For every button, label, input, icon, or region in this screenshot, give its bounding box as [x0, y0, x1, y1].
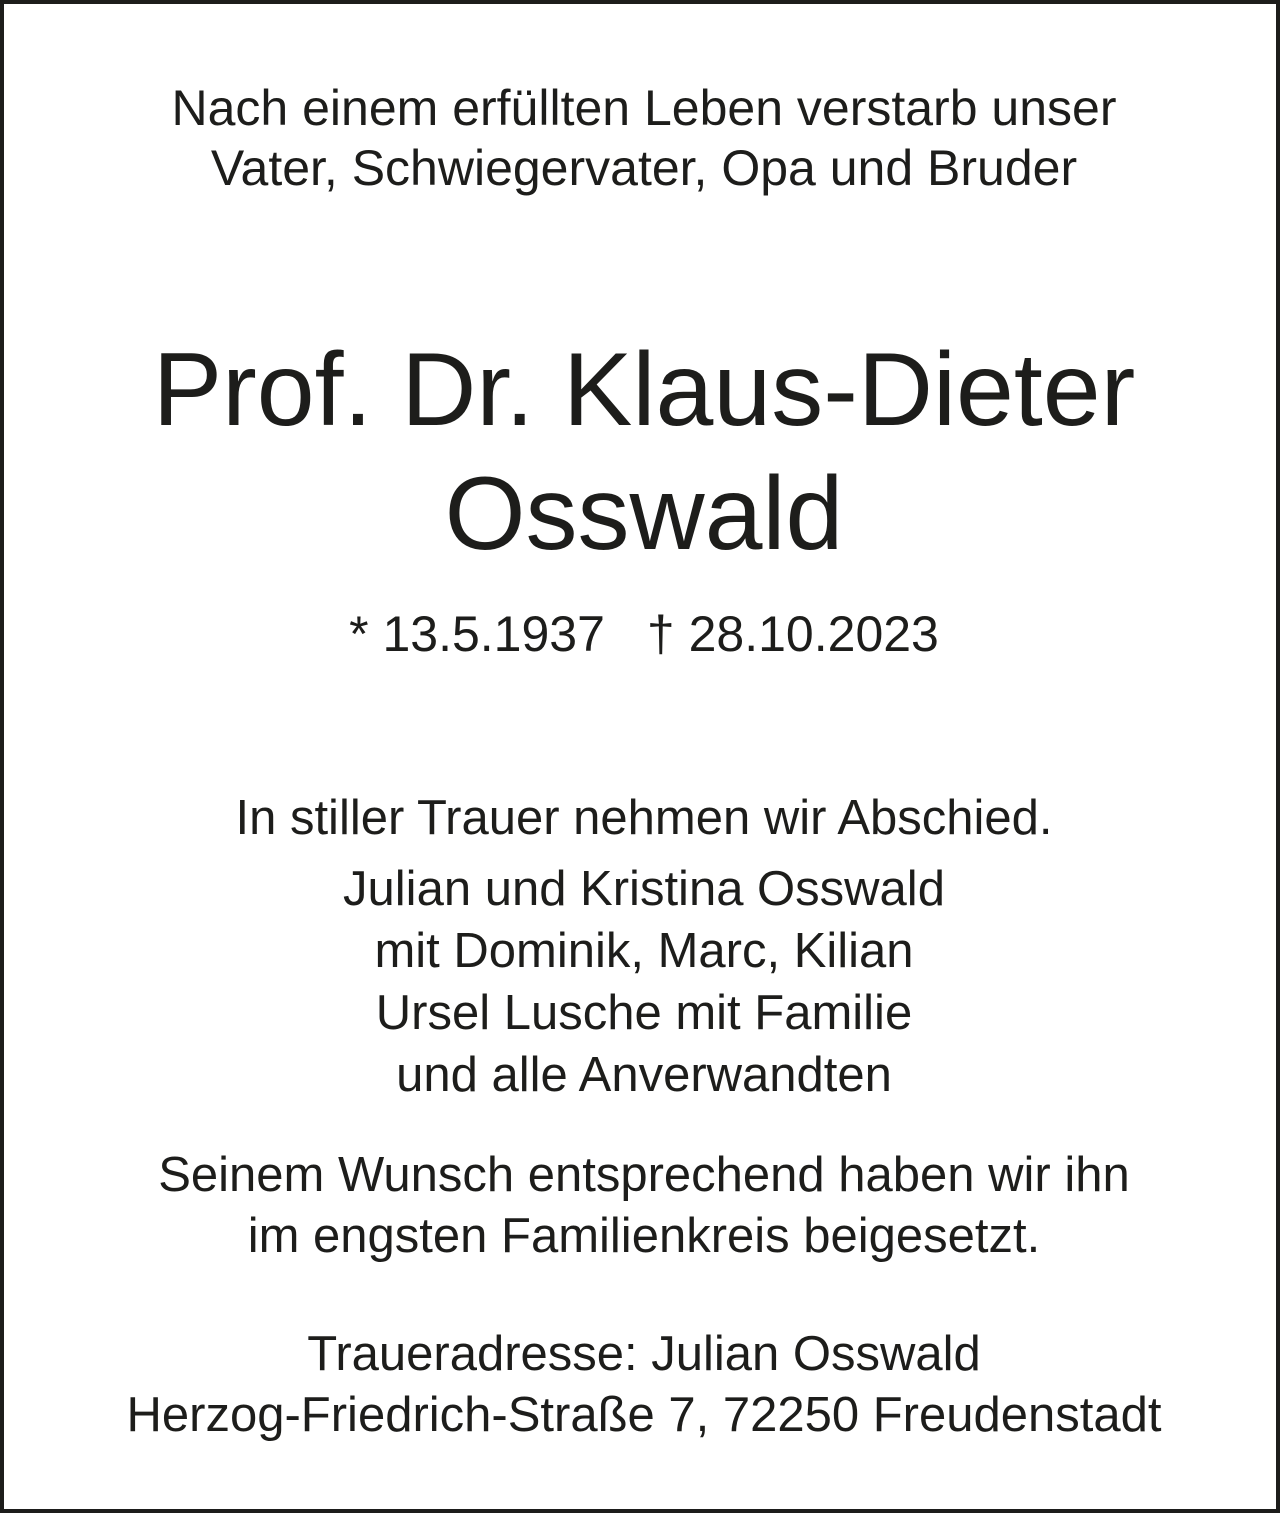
deceased-name-line-1: Prof. Dr. Klaus-Dieter — [152, 332, 1136, 448]
death-date: † 28.10.2023 — [646, 606, 939, 662]
intro-line-2: Vater, Schwiegervater, Opa und Bruder — [210, 140, 1078, 196]
mourning-address-line-1: Traueradresse: Julian Osswald — [307, 1327, 981, 1381]
life-dates — [4, 606, 1280, 662]
mourners-intro: In stiller Trauer nehmen wir Abschied. — [235, 791, 1053, 845]
mourner-line: Julian und Kristina Osswald — [343, 862, 945, 916]
intro-line-1: Nach einem erfüllten Leben verstarb unser — [171, 80, 1117, 136]
mourner-line: und alle Anverwandten — [396, 1048, 892, 1102]
deceased-name-line-2: Osswald — [444, 456, 844, 572]
burial-note-line-1: Seinem Wunsch entsprechend haben wir ihn — [158, 1148, 1130, 1202]
mourner-line: mit Dominik, Marc, Kilian — [374, 924, 914, 978]
mourning-address-line-2: Herzog-Friedrich-Straße 7, 72250 Freudenstadt — [126, 1388, 1162, 1442]
burial-note-line-2: im engsten Familienkreis beigesetzt. — [247, 1209, 1041, 1263]
birth-date: * 13.5.1937 — [349, 606, 605, 662]
mourner-line: Ursel Lusche mit Familie — [375, 986, 913, 1040]
